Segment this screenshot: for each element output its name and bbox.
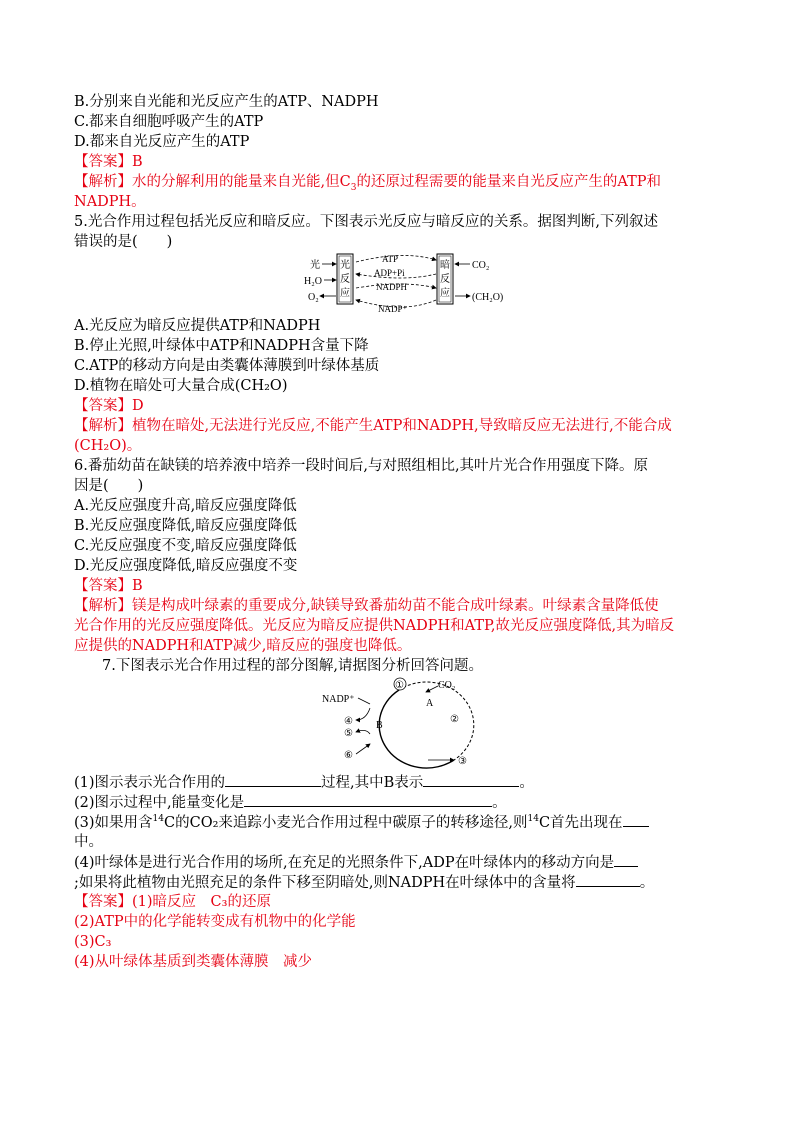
q7-part3-text: C的CO₂来追踪小麦光合作用过程中碳原子的转移途径,则 [164, 815, 528, 831]
q4-analysis [74, 172, 724, 192]
analysis-text: 的还原过程需要的能量来自光反应产生的ATP和 [356, 174, 662, 190]
worksheet-page [74, 92, 724, 972]
label-b: B [376, 720, 383, 731]
q4-option-b[interactable]: B.分别来自光能和光反应产生的ATP、NADPH [74, 94, 379, 110]
q6-option-d[interactable]: D.光反应强度降低,暗反应强度不变 [74, 558, 298, 574]
q7-part4-cont [74, 872, 724, 892]
box1-char: 光 [340, 260, 350, 271]
q7-part1-text: (1)图示表示光合作用的 [74, 775, 226, 791]
light-dark-reaction-diagram [74, 252, 724, 316]
oxygen-label: O₂ [308, 292, 319, 303]
q6-analysis-cont: 光合作用的光反应强度降低。光反应为暗反应提供NADPH和ATP,故光反应强度降低,其为暗反 [74, 618, 675, 634]
label-5: ⑤ [344, 728, 353, 739]
q5-answer [74, 396, 724, 416]
q7-answer-2: (2)ATP中的化学能转变成有机物中的化学能 [74, 914, 356, 930]
q5-option-a[interactable]: A.光反应为暗反应提供ATP和NADPH [74, 318, 321, 334]
answer-tag: 【答案】 [74, 154, 132, 170]
q7-part3-text: (3)如果用含 [74, 815, 153, 831]
q4-option-d[interactable]: D.都来自光反应产生的ATP [74, 134, 250, 150]
atp-label: ATP [382, 254, 399, 264]
answer-tag: 【答案】 [74, 894, 132, 910]
q7-part3-cont: 中。 [74, 834, 103, 850]
box1-char: 反 [340, 274, 350, 285]
q5-stem: 5.光合作用过程包括光反应和暗反应。下图表示光反应与暗反应的关系。据图判断,下列叙述 [74, 214, 658, 230]
q6-stem-cont: 因是( ) [74, 478, 144, 494]
label-a: A [426, 698, 434, 709]
blank-field[interactable] [623, 812, 649, 827]
label-6: ⑥ [344, 750, 353, 761]
superscript: 14 [527, 814, 539, 825]
q4-answer [74, 152, 724, 172]
analysis-text: 水的分解利用的能量来自光能,但C [132, 174, 351, 190]
q7-part1 [74, 772, 724, 792]
analysis-tag: 【解析】 [74, 598, 132, 614]
label-4: ④ [344, 716, 353, 727]
nadp-label: NADP⁺ [378, 304, 408, 314]
q6-analysis [74, 596, 724, 616]
q6-stem: 6.番茄幼苗在缺镁的培养液中培养一段时间后,与对照组相比,其叶片光合作用强度下降。原 [74, 458, 649, 474]
label-2: ② [450, 714, 459, 725]
q7-part4-text: 。 [639, 875, 655, 891]
q7-part2-text: 。 [492, 795, 507, 811]
label-1: ① [395, 680, 404, 691]
blank-field[interactable] [614, 852, 638, 867]
label-3: ③ [458, 756, 467, 767]
q6-option-c[interactable]: C.光反应强度不变,暗反应强度降低 [74, 538, 297, 554]
q7-part2 [74, 792, 724, 812]
analysis-subscript: 3 [350, 182, 357, 193]
answer-value: B [132, 578, 143, 594]
water-label: H₂O [304, 276, 322, 287]
q6-option-b[interactable]: B.光反应强度降低,暗反应强度降低 [74, 518, 297, 534]
answer-value: (1)暗反应 C₃的还原 [132, 894, 271, 910]
q7-part4-text: ;如果将此植物由光照充足的条件下移至阴暗处,则NADPH在叶绿体中的含量将 [74, 875, 576, 891]
adp-label: ADP+Pi [374, 268, 405, 278]
co2-label: CO₂ [438, 680, 456, 691]
box2-char: 应 [440, 288, 450, 299]
q7-part2-text: (2)图示过程中,能量变化是 [74, 795, 245, 811]
superscript: 14 [152, 814, 164, 825]
q7-figure [74, 676, 724, 772]
calvin-cycle-diagram [74, 676, 724, 772]
answer-value: B [132, 154, 143, 170]
ch2o-label: (CH₂O) [472, 292, 504, 303]
analysis-tag: 【解析】 [74, 418, 132, 434]
analysis-text: 植物在暗处,无法进行光反应,不能产生ATP和NADPH,导致暗反应无法进行,不能合成 [132, 418, 672, 434]
q7-answer-3: (3)C₃ [74, 934, 112, 950]
answer-tag: 【答案】 [74, 578, 132, 594]
q7-part1-text: 。 [519, 775, 534, 791]
q5-option-d[interactable]: D.植物在暗处可大量合成(CH₂O) [74, 378, 288, 394]
answer-value: D [132, 398, 144, 414]
q4-analysis-cont: NADPH。 [74, 194, 146, 210]
q4-option-c[interactable]: C.都来自细胞呼吸产生的ATP [74, 114, 264, 130]
q5-figure [74, 252, 724, 316]
blank-field[interactable] [576, 872, 640, 887]
blank-field[interactable] [423, 772, 519, 787]
q6-analysis-cont: 应提供的NADPH和ATP减少,暗反应的强度也降低。 [74, 638, 412, 654]
nadph-label: NADPH [376, 282, 408, 292]
co2-label: CO₂ [472, 260, 490, 271]
q5-analysis-cont: (CH₂O)。 [74, 438, 142, 454]
q7-part3-text: C首先出现在 [538, 815, 623, 831]
answer-tag: 【答案】 [74, 398, 132, 414]
q7-part1-text: 过程,其中B表示 [321, 775, 424, 791]
analysis-text: 镁是构成叶绿素的重要成分,缺镁导致番茄幼苗不能合成叶绿素。叶绿素含量降低使 [132, 598, 659, 614]
q7-answer-4: (4)从叶绿体基质到类囊体薄膜 减少 [74, 954, 313, 970]
q5-analysis [74, 416, 724, 436]
q7-part3 [74, 812, 724, 832]
nadp-label: NADP⁺ [322, 694, 355, 705]
box2-char: 反 [440, 274, 450, 285]
light-label: 光 [310, 260, 320, 271]
q6-answer [74, 576, 724, 596]
blank-field[interactable] [225, 772, 321, 787]
analysis-tag: 【解析】 [74, 174, 132, 190]
box2-char: 暗 [440, 260, 450, 271]
blank-field[interactable] [244, 792, 492, 807]
q6-option-a[interactable]: A.光反应强度升高,暗反应强度降低 [74, 498, 297, 514]
q5-option-b[interactable]: B.停止光照,叶绿体中ATP和NADPH含量下降 [74, 338, 369, 354]
q5-option-c[interactable]: C.ATP的移动方向是由类囊体薄膜到叶绿体基质 [74, 358, 380, 374]
q5-stem-cont: 错误的是( ) [74, 234, 173, 250]
box1-char: 应 [340, 288, 350, 299]
q7-part4-text: (4)叶绿体是进行光合作用的场所,在充足的光照条件下,ADP在叶绿体内的移动方向是 [74, 855, 615, 871]
q7-part4 [74, 852, 724, 872]
q7-answer [74, 892, 724, 912]
q7-stem: 7.下图表示光合作用过程的部分图解,请据图分析回答问题。 [102, 658, 483, 674]
